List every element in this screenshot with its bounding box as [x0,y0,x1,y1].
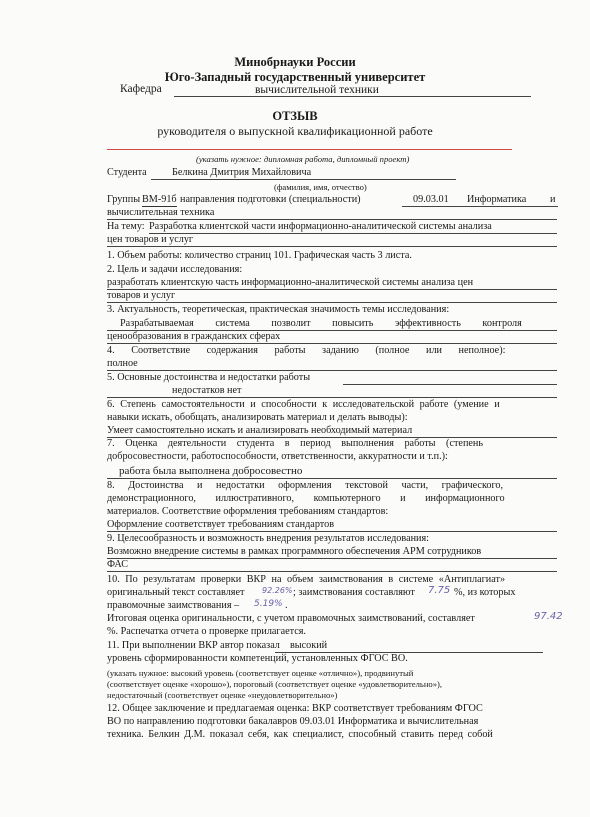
topic-label: На тему: [107,221,145,232]
topic-underline-2 [107,246,557,247]
direction-underline-2 [107,219,557,220]
item-1: 1. Объем работы: количество страниц 101. Графическая часть 3 листа. [107,250,412,261]
item-6-line2: навыки искать, обобщать, анализировать материал и делать выводы): [107,412,408,423]
item-10-line3a: правомочные заимствования – [107,600,240,611]
item-4-line2: полное [107,358,138,369]
item-3-line1: Разрабатываемая система позволит повысить эффективность контроля [120,318,522,329]
item-7-value: работа была выполнена добросовестно [119,465,303,477]
item-5-underline-1 [343,384,557,385]
item-5-label: 5. Основные достоинства и недостатки работы [107,372,311,383]
item-9-line2: ФАС [107,559,129,570]
item-4-underline [107,370,557,371]
item-8-value: Оформление соответствует требованиям стандартов [107,519,335,530]
item-10-line3b: . [285,600,288,611]
item-9-underline-1 [107,558,557,559]
item-11-hint-1: (указать нужное: высокий уровень (соответствует оценке «отлично»), продвинутый [107,668,414,678]
group-value: ВМ-91б [142,194,177,205]
item-2-label: 2. Цель и задачи исследования: [107,264,243,275]
item-7-line1: 7. Оценка деятельности студента в период выполнения работы (степень [107,438,484,449]
item-10-original-handwritten: 92.26% [262,586,293,595]
item-4-line1: 4. Соответствие содержания работы заданию (полное или неполное): [107,345,506,356]
item-2-line2: товаров и услуг [107,290,176,301]
student-caption: (фамилия, имя, отчество) [274,182,367,192]
item-5-value: недостатков нет [172,385,242,396]
item-9-underline-2 [107,571,557,572]
direction-line2: вычислительная техника [107,207,215,218]
item-2-line1: разработать клиентскую часть информационно-аналитической системы анализа цен [107,277,474,288]
item-12-line3: техника. Белкин Д.М. показал себя, как специалист, способный ставить перед собой [107,729,493,740]
group-label: Группы [107,194,141,205]
item-8-underline [107,531,557,532]
item-11-value: высокий [290,640,328,651]
item-5-underline-2 [107,397,557,398]
item-3-label: 3. Актуальность, теоретическая, практическая значимость темы исследования: [107,304,450,315]
topic-underline-1 [149,233,557,234]
document-title: ОТЗЫВ [272,109,318,123]
direction-underline [402,206,558,207]
dept-underline [174,96,531,97]
item-10-legit-handwritten: 5.19% [254,599,283,609]
item-10-line2b: ; заимствования составляют [293,587,415,598]
item-9-line1: Возможно внедрение системы в рамках программного обеспечения АРМ сотрудников [107,546,482,557]
item-6-line1: 6. Степень самостоятельности и способности к исследовательской работе (умение и [107,399,500,410]
item-10-line1: 10. По результатам проверки ВКР на объем заимствования в системе «Антиплагиат» [107,574,506,585]
item-3-line2: ценообразования в гражданских сферах [107,331,281,342]
item-11-line2: уровень сформированности компетенций, установленных ФГОС ВО. [107,653,408,664]
item-11-hint-3: недостаточный (соответствует оценке «неудовлетворительно») [107,690,338,700]
student-name: Белкина Дмитрия Михайловича [172,167,312,178]
work-type-line [107,149,512,150]
item-12-line1: 12. Общее заключение и предлагаемая оценка: ВКР соответствует требованиям ФГОС [107,703,483,714]
topic-line1: Разработка клиентской части информационно-аналитической системы анализа [149,221,492,232]
item-7-line2: добросовестности, работоспособности, ответственности, аккуратности и т.п.): [107,451,448,462]
item-12-line2: ВО по направлению подготовки бакалавров 09.03.01 Информатика и вычислительная [107,716,479,727]
ministry-heading: Минобрнауки России [234,55,356,69]
university-heading: Юго-Западный государственный университет [164,70,426,84]
topic-line2: цен товаров и услуг [107,234,194,245]
item-10-borrow-handwritten: 7.75 [428,585,451,596]
item-10-line4: Итоговая оценка оригинальности, с учетом правомочных заимствований, составляет [107,613,475,624]
item-8-line1: 8. Достоинства и недостатки оформления текстовой части, графического, [107,480,504,491]
item-10-line2a: оригинальный текст составляет [107,587,245,598]
student-underline [151,179,456,180]
student-label: Студента [107,167,147,178]
direction-field-b: и [550,194,556,205]
item-10-line2c: %, из которых [454,587,516,598]
direction-label: направления подготовки (специальности) [180,194,361,205]
item-2-underline-2 [107,302,557,303]
item-8-line3: материалов. Соответствие оформления требованиям стандартов: [107,506,389,517]
item-6-value: Умеет самостоятельно искать и анализировать необходимый материал [107,425,413,436]
work-type-hint: (указать нужное: дипломная работа, дипломный проект) [196,154,410,164]
direction-field-a: Информатика [467,194,527,205]
item-3-underline-2 [107,343,557,344]
item-11-hint-2: (соответствует оценке «хорошо»), пороговый (соответствует оценке «удовлетворительно»), [107,679,443,689]
item-9-label: 9. Целесообразность и возможность внедрения результатов исследования: [107,533,430,544]
item-11-label: 11. При выполнении ВКР автор показал [107,640,280,651]
item-10-final-handwritten: 97.42 [534,611,563,622]
dept-value: вычислительной техники [255,84,379,96]
item-8-line2: демонстрационного, иллюстративного, компьютерного и информационного [107,493,505,504]
item-7-underline [107,478,557,479]
item-10-line5: %. Распечатка отчета о проверке прилагается. [107,626,306,637]
dept-label: Кафедра [120,83,162,95]
direction-code: 09.03.01 [413,194,449,205]
document-subtitle: руководителя о выпускной квалификационной работе [157,124,433,138]
